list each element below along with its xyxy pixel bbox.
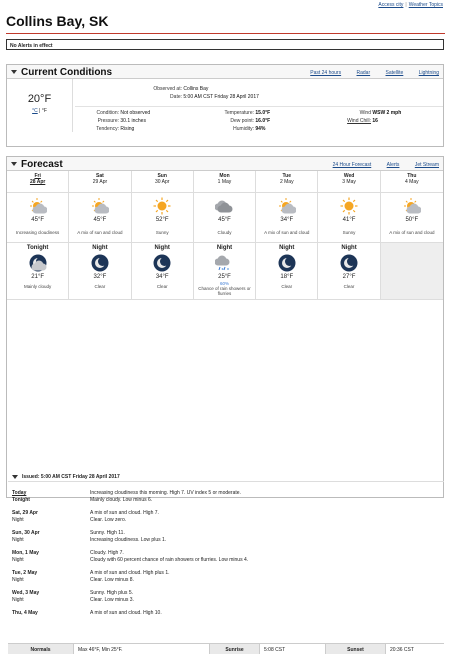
day-date: 1 May — [217, 179, 232, 185]
forecast-day-header[interactable] — [381, 171, 443, 193]
lightning-link[interactable]: Lightning — [418, 70, 439, 76]
observed-at-value: Collins Bay — [183, 86, 209, 92]
forecast-day-headers — [7, 171, 443, 193]
observed-at-label: Observed at: — [153, 86, 182, 92]
day-date: 30 Apr — [154, 179, 170, 185]
link-separator: | — [405, 2, 407, 8]
tendency-value: Rising — [120, 126, 135, 132]
tendency-label: Tendency: — [96, 126, 119, 132]
rain-snow-icon — [215, 254, 233, 272]
forecast-day-period[interactable] — [318, 193, 380, 243]
detailed-period-text: A mix of sun and cloud. High 10. — [90, 610, 162, 616]
access-city-link[interactable]: Access city — [378, 2, 404, 8]
wind-value: WSW 2 mph — [372, 110, 402, 116]
forecast-grid — [7, 171, 443, 300]
day-name: Fri — [34, 173, 41, 179]
top-links — [378, 2, 443, 8]
night-label: Night — [216, 245, 233, 251]
night-label: Night — [154, 245, 170, 251]
period-summary: Cloudy — [217, 230, 232, 235]
period-temp: 21°F — [31, 274, 45, 280]
unit-separator: | — [39, 108, 41, 114]
period-summary: Clear — [281, 284, 293, 289]
detailed-period-text: Clear. Low minus 8. — [90, 577, 134, 583]
moon-icon — [278, 254, 296, 272]
day-date: 2 May — [279, 179, 294, 185]
detailed-period-name: Sat, 29 Apr — [12, 510, 38, 516]
forecast-night-periods — [7, 243, 443, 300]
past-24-hours-link[interactable]: Past 24 hours — [310, 70, 342, 76]
moon-cloud-icon — [29, 254, 47, 272]
detailed-period-text: Increasing cloudiness. Low plus 1. — [90, 537, 167, 543]
detailed-period-text: Sunny. High plus 5. — [90, 590, 133, 596]
period-temp: 41°F — [342, 217, 356, 223]
day-name: Sun — [157, 173, 167, 179]
forecast-day-period[interactable] — [256, 193, 318, 243]
fahrenheit-toggle[interactable]: °F — [41, 108, 47, 114]
period-summary: Sunny — [342, 230, 356, 235]
date-label: Date: — [170, 94, 182, 100]
pressure-label: Pressure: — [97, 118, 119, 124]
moon-icon — [91, 254, 109, 272]
forecast-links — [319, 162, 439, 168]
forecast-day-header[interactable] — [7, 171, 69, 193]
wind-chill-value: 16 — [372, 118, 378, 124]
forecast-night-period[interactable] — [256, 243, 318, 300]
sun-icon — [153, 197, 171, 215]
sun-cloud-icon — [29, 197, 47, 215]
period-summary: Chance of rain showers or flurries — [198, 286, 251, 296]
detailed-period-name: Night — [12, 577, 24, 583]
period-temp: 52°F — [155, 217, 169, 223]
forecast-empty-cell — [381, 243, 443, 300]
page-title: Collins Bay, SK — [6, 13, 109, 29]
forecast-night-period[interactable] — [69, 243, 131, 300]
period-temp: 18°F — [280, 274, 294, 280]
celsius-toggle[interactable]: °C — [32, 108, 38, 114]
current-conditions-links — [296, 70, 439, 76]
detailed-period-name: Tonight — [12, 497, 30, 503]
period-temp: 27°F — [342, 274, 356, 280]
detailed-period-text: Increasing cloudiness this morning. High 7. UV index 5 or moderate. — [90, 490, 241, 496]
day-date: 29 Apr — [92, 179, 108, 185]
period-temp: 25°F — [218, 274, 231, 280]
conditions-divider — [75, 106, 443, 107]
night-label: Tonight — [26, 245, 49, 251]
forecast-day-header[interactable] — [132, 171, 194, 193]
precip-probability: 60% — [219, 281, 229, 286]
forecast-section — [6, 156, 444, 653]
temperature-value: 15.0°F — [255, 110, 271, 116]
alerts-banner: No Alerts in effect — [6, 39, 444, 50]
collapse-triangle-icon[interactable] — [11, 70, 17, 74]
collapse-triangle-icon[interactable] — [12, 475, 18, 479]
detailed-period-name: Mon, 1 May — [12, 550, 39, 556]
day-name: Wed — [343, 173, 355, 179]
period-summary: Sunny — [155, 230, 169, 235]
forecast-day-header[interactable] — [69, 171, 131, 193]
current-conditions-section — [6, 64, 444, 147]
forecast-day-period[interactable] — [381, 193, 443, 243]
detailed-period-text: Mainly cloudy. Low minus 6. — [90, 497, 153, 503]
detailed-period-text: Clear. Low zero. — [90, 517, 127, 523]
forecast-day-header[interactable] — [256, 171, 318, 193]
normals-value: Max 46°F, Min 25°F. — [74, 644, 210, 654]
forecast-day-period[interactable] — [7, 193, 69, 243]
day-name: Tue — [282, 173, 292, 179]
weather-topics-link[interactable]: Weather Topics — [408, 2, 443, 8]
sun-cloud-icon — [91, 197, 109, 215]
current-conditions-heading: Current Conditions — [11, 67, 112, 78]
pressure-value: 30.1 inches — [120, 118, 146, 124]
condition-label: Condition: — [96, 110, 119, 116]
period-summary: Mainly cloudy — [24, 284, 52, 289]
title-divider — [6, 33, 445, 34]
period-summary: A mix of sun and cloud — [264, 230, 310, 235]
period-summary: A mix of sun and cloud — [389, 230, 435, 235]
period-summary: Clear — [156, 284, 168, 289]
forecast-day-periods — [7, 193, 443, 243]
dew-point-label: Dew point: — [230, 118, 254, 124]
normals-bar — [8, 643, 444, 654]
detailed-period-name: Night — [12, 537, 24, 543]
satellite-link[interactable]: Satellite — [385, 70, 404, 76]
day-date: 28 Apr — [29, 179, 46, 185]
jet-stream-link[interactable]: Jet Stream — [414, 162, 439, 168]
detailed-period-text: A mix of sun and cloud. High plus 1. — [90, 570, 170, 576]
dew-point-value: 16.0°F — [255, 118, 271, 124]
forecast-day-period[interactable] — [194, 193, 256, 243]
period-temp: 50°F — [405, 217, 419, 223]
detailed-period-name: Night — [12, 597, 24, 603]
detailed-period-name: Tue, 2 May — [12, 570, 38, 576]
period-temp: 34°F — [280, 217, 294, 223]
period-temp: 45°F — [218, 217, 231, 223]
detailed-period-text: Cloudy. High 7. — [90, 550, 124, 556]
wind-label: Wind — [359, 110, 371, 116]
forecast-day-header[interactable] — [318, 171, 380, 193]
unit-toggle — [7, 108, 72, 114]
humidity-label: Humidity: — [233, 126, 254, 132]
day-name: Mon — [219, 173, 230, 179]
period-temp: 32°F — [93, 274, 107, 280]
forecast-night-period[interactable] — [7, 243, 69, 300]
sunrise-value: 5:08 CST — [260, 644, 326, 654]
night-label: Night — [92, 245, 108, 251]
forecast-night-period[interactable] — [132, 243, 194, 300]
period-summary: A mix of sun and cloud — [77, 230, 123, 235]
sun-cloud-icon — [278, 197, 296, 215]
forecast-day-period[interactable] — [132, 193, 194, 243]
radar-link[interactable]: Radar — [356, 70, 371, 76]
forecast-header[interactable] — [7, 157, 443, 171]
forecast-day-header[interactable] — [194, 171, 256, 193]
forecast-night-period[interactable] — [194, 243, 256, 300]
conditions-col-1 — [77, 109, 150, 133]
detailed-period-text: Clear. Low minus 3. — [90, 597, 134, 603]
detailed-period-name: Night — [12, 517, 24, 523]
normals-label: Normals — [8, 644, 74, 654]
period-summary: Clear — [94, 284, 106, 289]
moon-icon — [153, 254, 171, 272]
date-value: 5:00 AM CST Friday 28 April 2017 — [183, 94, 259, 100]
forecast-heading: Forecast — [11, 159, 63, 170]
day-date: 4 May — [405, 179, 419, 185]
sunset-label: Sunset — [326, 644, 386, 654]
detailed-period-name: Today — [12, 490, 27, 496]
day-name: Thu — [407, 173, 417, 179]
conditions-col-2 — [212, 109, 270, 133]
current-temp-panel — [7, 79, 73, 132]
moon-icon — [340, 254, 358, 272]
detailed-period-name: Wed, 3 May — [12, 590, 40, 596]
wind-chill-link[interactable]: Wind Chill: — [347, 118, 371, 124]
alerts-link[interactable]: Alerts — [386, 162, 400, 168]
detailed-period-name: Thu, 4 May — [12, 610, 38, 616]
day-date: 3 May — [342, 179, 356, 185]
24-hour-forecast-link[interactable]: 24 Hour Forecast — [332, 162, 372, 168]
conditions-col-3 — [337, 109, 401, 125]
condition-value: Not observed — [120, 110, 151, 116]
temperature-label: Temperature: — [224, 110, 254, 116]
observation-info — [82, 85, 259, 101]
cloud-icon — [215, 197, 233, 215]
detailed-period-name: Sun, 30 Apr — [12, 530, 40, 536]
humidity-value: 94% — [255, 126, 266, 132]
detailed-period-text: Sunny. High 11. — [90, 530, 125, 536]
collapse-triangle-icon[interactable] — [11, 162, 17, 166]
detailed-period-text: A mix of sun and cloud. High 7. — [90, 510, 159, 516]
period-summary: Increasing cloudiness — [16, 230, 60, 235]
sun-cloud-icon — [403, 197, 421, 215]
night-label: Night — [279, 245, 295, 251]
forecast-night-period[interactable] — [318, 243, 380, 300]
current-temperature: 20°F — [27, 93, 52, 105]
detailed-period-text: Cloudy with 60 percent chance of rain showers or flurries. Low minus 4. — [90, 557, 249, 563]
forecast-day-period[interactable] — [69, 193, 131, 243]
night-label: Night — [341, 245, 357, 251]
day-name: Sat — [96, 173, 104, 179]
sunset-value: 20:36 CST — [390, 647, 414, 653]
period-summary: Clear — [343, 284, 355, 289]
current-conditions-header[interactable] — [7, 65, 443, 79]
sunrise-label: Sunrise — [210, 644, 260, 654]
period-temp: 45°F — [31, 217, 45, 223]
period-temp: 34°F — [155, 274, 169, 280]
issued-line[interactable]: Issued: 5:00 AM CST Friday 28 April 2017 — [8, 471, 444, 482]
sun-icon — [340, 197, 358, 215]
detailed-period-name: Night — [12, 557, 24, 563]
period-temp: 45°F — [93, 217, 107, 223]
